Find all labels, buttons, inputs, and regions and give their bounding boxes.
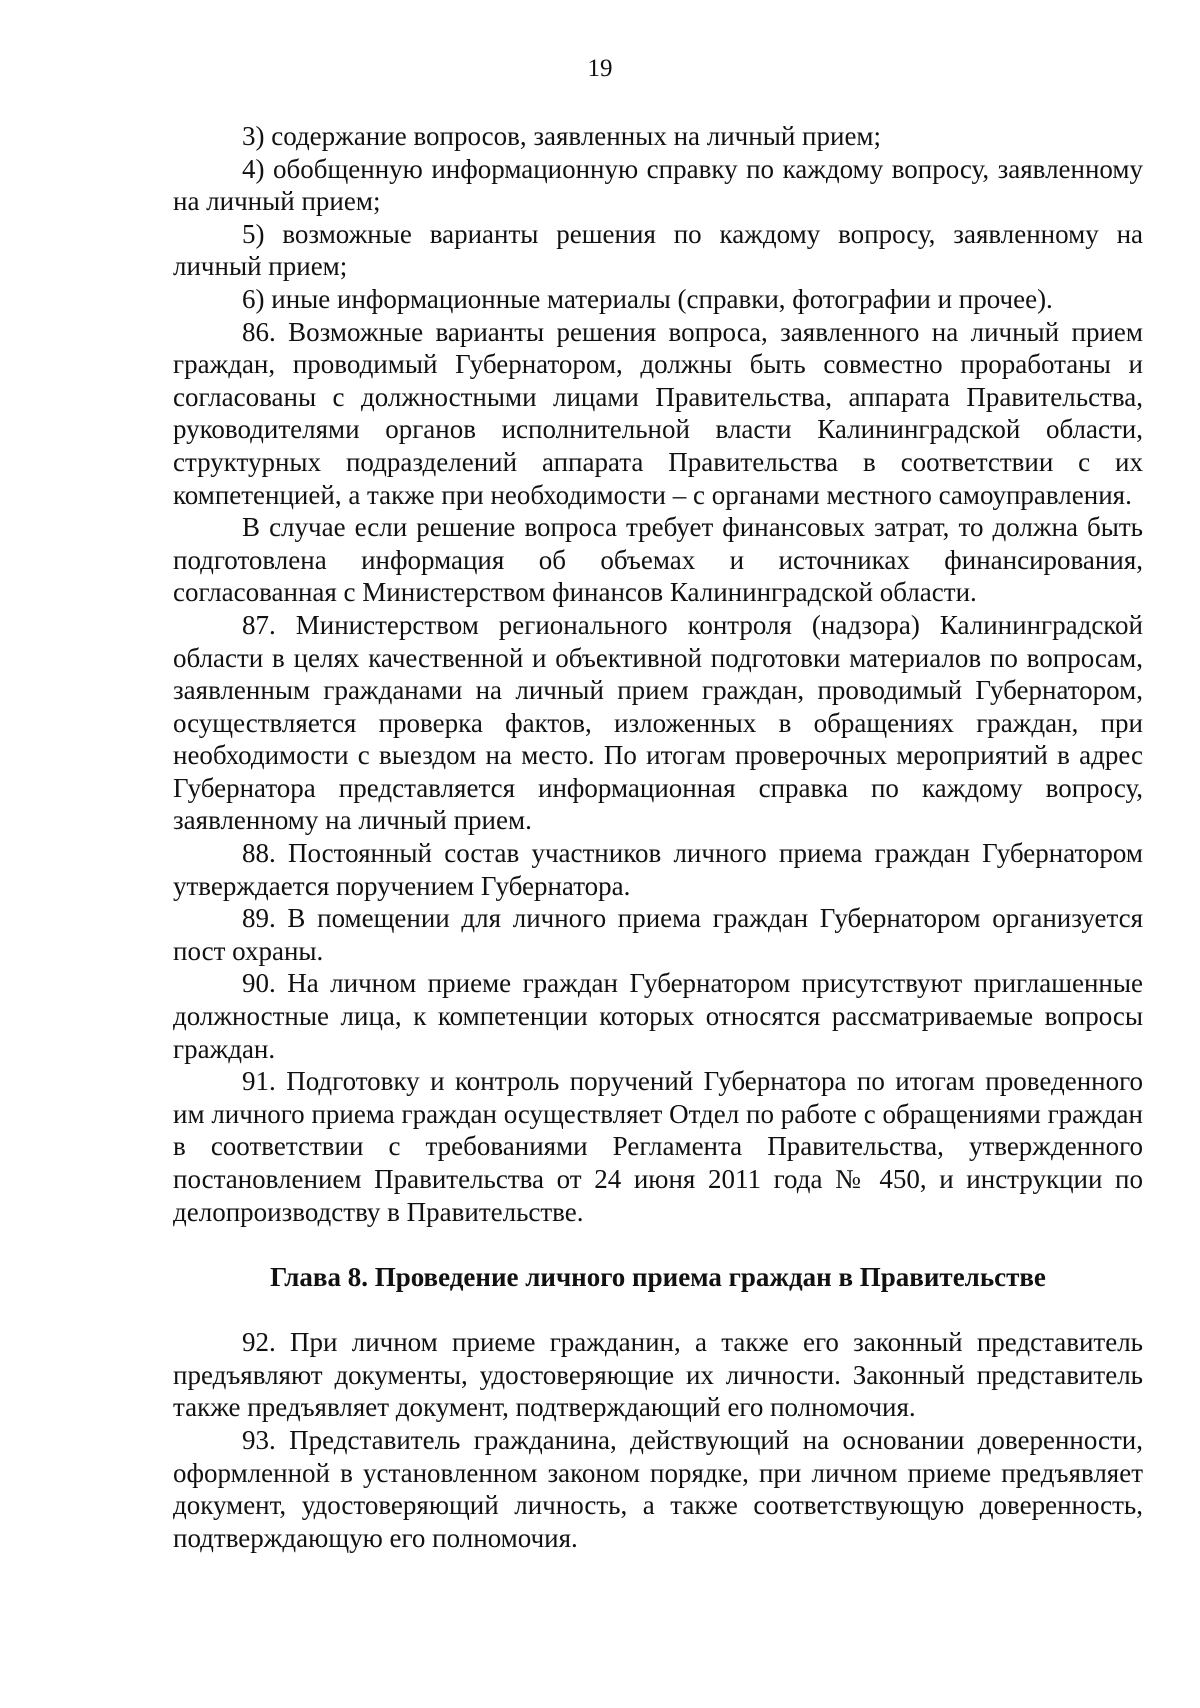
paragraph-item-3: 3) содержание вопросов, заявленных на личный прием; [242, 121, 882, 151]
paragraph-item-4: 4) обобщенную информационную справку по каждому вопросу, заявленному на личный прием; [173, 153, 1143, 217]
paragraph-item-6: 6) иные информационные материалы (справки, фотографии и прочее). [242, 283, 1053, 314]
paragraph-92: 92. При личном приеме гражданин, а также его законный представитель предъявляют документы, удостоверяющие их личности. Законный представитель также предъявляет документ, подтверждающий его полномочия. [173, 1327, 1143, 1423]
paragraph-89: 89. В помещении для личного приема граждан Губернатором организуется пост охраны. [173, 903, 1143, 966]
chapter-heading: Глава 8. Проведение личного приема граждан в Правительстве [270, 1262, 1046, 1293]
paragraph-item-5: 5) возможные варианты решения по каждому вопросу, заявленному на личный прием; [173, 218, 1143, 282]
paragraph-86: 86. Возможные варианты решения вопроса, заявленного на личный прием граждан, проводимый Губернатором, должны быть совместно проработаны и согласованы с должностными лицами Правительства, аппарата Правительства, руководителями органов исполнительной власти Калининградской области, структурных подразделений аппарата Правительства в соответствии с их компетенцией, а также при необходимости – с органами местного самоуправления. [173, 316, 1143, 510]
paragraph-86-financing: В случае если решение вопроса требует финансовых затрат, то должна быть подготовлена информация об объемах и источниках финансирования, согласованная с Министерством финансов Калининградской области. [173, 512, 1143, 608]
paragraph-87: 87. Министерством регионального контроля (надзора) Калининградской области в целях качественной и объективной подготовки материалов по вопросам, заявленным гражданами на личный прием граждан, проводимый Губернатором, осуществляется проверка фактов, изложенных в обращениях граждан, при необходимости с выездом на место. По итогам проверочных мероприятий в адрес Губернатора представляется информационная справка по каждому вопросу, заявленному на личный прием. [173, 609, 1143, 836]
paragraph-88: 88. Постоянный состав участников личного приема граждан Губернатором утверждается поручением Губернатора. [173, 838, 1143, 901]
paragraph-93: 93. Представитель гражданина, действующий на основании доверенности, оформленной в установленном законом порядке, при личном приеме предъявляет документ, удостоверяющий личность, а также соответствующую доверенность, подтверждающую его полномочия. [173, 1424, 1143, 1553]
paragraph-90: 90. На личном приеме граждан Губернатором присутствуют приглашенные должностные лица, к компетенции которых относятся рассматриваемые вопросы граждан. [173, 968, 1143, 1064]
page-number: 19 [587, 55, 613, 82]
document-body [173, 120, 1143, 1554]
paragraph-91: 91. Подготовку и контроль поручений Губернатора по итогам проведенного им личного приема граждан осуществляет Отдел по работе с обращениями граждан в соответствии с требованиями Регламента Правительства, утвержденного постановлением Правительства от 24 июня 2011 года № 450, и инструкции по делопроизводству в Правительстве. [173, 1066, 1143, 1227]
